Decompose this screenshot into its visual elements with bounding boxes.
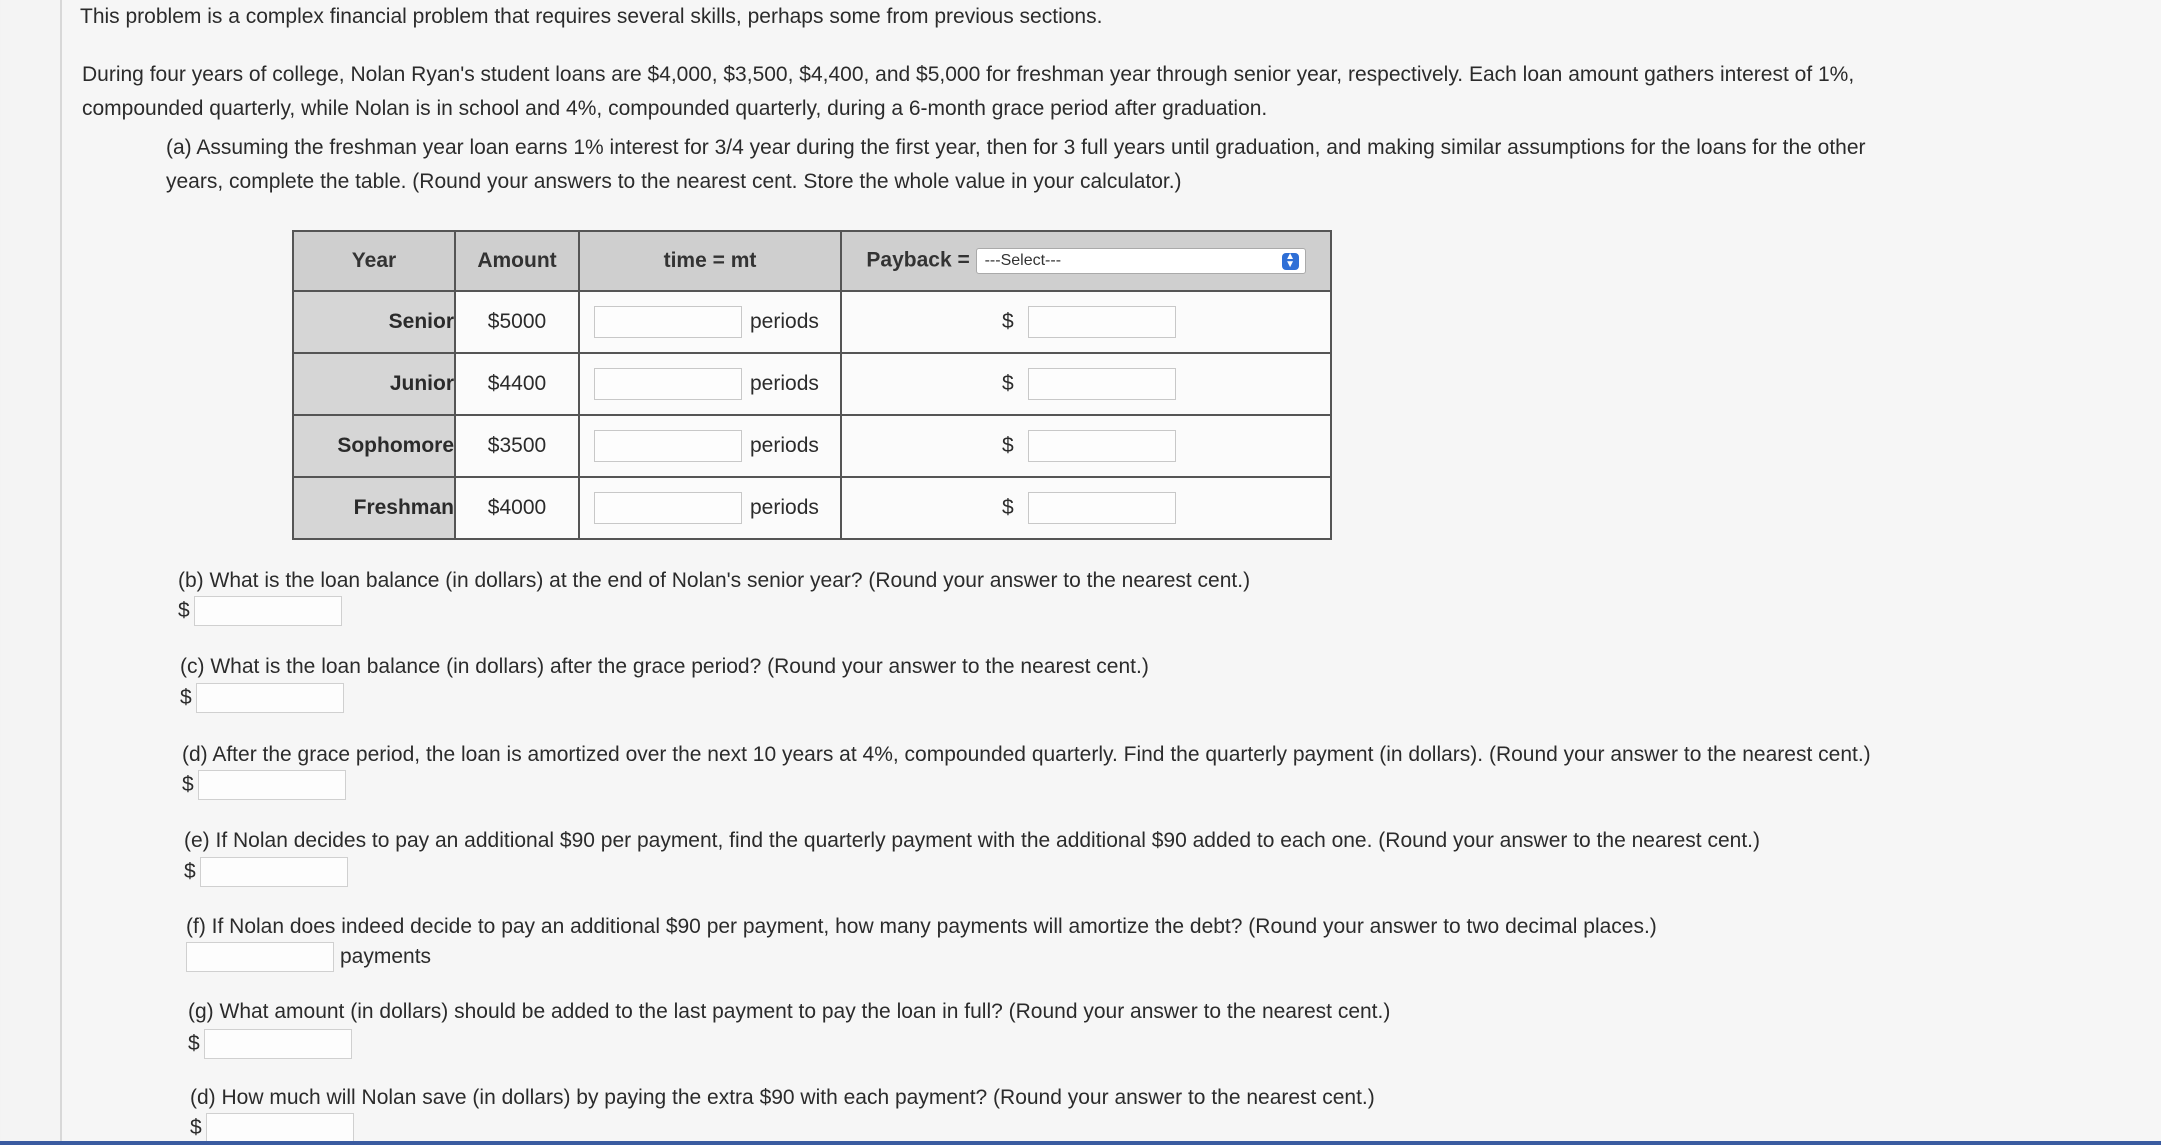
table-row [293,415,1331,477]
time-input-junior[interactable] [594,368,742,400]
dollar-sign: $ [1002,496,1014,519]
dollar-sign: $ [1002,434,1014,457]
problem-page [60,0,2161,1145]
dollar-sign: $ [1002,372,1014,395]
table-row [293,477,1331,539]
bottom-accent-bar [0,1141,2161,1145]
answer-d-input[interactable] [198,770,346,800]
table-row [293,291,1331,353]
dollar-sign: $ [182,773,194,796]
intro-text: This problem is a complex financial problem that requires several skills, perhaps some from previous sections. [80,5,1103,28]
answer-d-row [182,770,346,800]
answer-b-input[interactable] [194,596,342,626]
amount-cell: $5000 [455,291,579,353]
answer-b-row [178,596,342,626]
loan-table [292,230,1332,540]
dollar-sign: $ [190,1116,202,1139]
dollar-sign: $ [1002,310,1014,333]
periods-label: periods [750,434,819,457]
select-value: ---Select--- [984,252,1062,269]
header-amount: Amount [455,231,579,291]
payback-input-senior[interactable] [1028,306,1176,338]
answer-g-input[interactable] [204,1029,352,1059]
header-payback [841,231,1331,291]
question-savings: (d) How much will Nolan save (in dollars) by paying the extra $90 with each payment? (Round your answer to the nearest cent.) [190,1086,1375,1109]
payback-label: Payback = [866,248,970,272]
select-arrows-icon: ▲ ▼ [1282,253,1299,270]
time-input-senior[interactable] [594,306,742,338]
time-cell [579,477,841,539]
answer-g-row [188,1029,352,1059]
answer-savings-row [190,1113,354,1143]
dollar-sign: $ [188,1032,200,1055]
payback-input-sophomore[interactable] [1028,430,1176,462]
problem-paragraph-line2: compounded quarterly, while Nolan is in school and 4%, compounded quarterly, during a 6-month grace period after graduation. [82,97,1268,120]
dollar-sign: $ [184,860,196,883]
payback-input-junior[interactable] [1028,368,1176,400]
dollar-sign: $ [178,599,190,622]
header-year: Year [293,231,455,291]
payback-input-freshman[interactable] [1028,492,1176,524]
payments-label: payments [340,945,432,968]
answer-c-input[interactable] [196,683,344,713]
question-b: (b) What is the loan balance (in dollars) at the end of Nolan's senior year? (Round your answer to the nearest cent.) [178,569,1251,592]
answer-c-row [180,683,344,713]
payback-cell [841,291,1331,353]
answer-f-input[interactable] [186,942,334,972]
year-cell: Freshman [293,477,455,539]
question-f: (f) If Nolan does indeed decide to pay an additional $90 per payment, how many payments will amortize the debt? (Round your answer to two decimal places.) [186,915,1657,938]
time-cell [579,353,841,415]
time-input-sophomore[interactable] [594,430,742,462]
periods-label: periods [750,496,819,519]
question-d: (d) After the grace period, the loan is amortized over the next 10 years at 4%, compounded quarterly. Find the quarterly payment (in dollars). (Round your answer to the nearest cent.) [182,743,1871,766]
part-a-text-line2: years, complete the table. (Round your answers to the nearest cent. Store the whole value in your calculator.) [166,170,1182,193]
year-cell: Junior [293,353,455,415]
question-e: (e) If Nolan decides to pay an additional $90 per payment, find the quarterly payment with the additional $90 added to each one. (Round your answer to the nearest cent.) [184,829,1760,852]
year-cell: Sophomore [293,415,455,477]
answer-e-row [184,857,348,887]
payback-cell [841,415,1331,477]
answer-f-row [186,942,431,972]
header-time: time = mt [579,231,841,291]
time-cell [579,415,841,477]
amount-cell: $3500 [455,415,579,477]
payback-formula-select[interactable] [976,248,1306,274]
time-input-freshman[interactable] [594,492,742,524]
problem-paragraph-line1: During four years of college, Nolan Ryan's student loans are $4,000, $3,500, $4,400, and $5,000 for freshman year through senior year, respectively. Each loan amount gathers interest of 1%, [82,63,1855,86]
year-cell: Senior [293,291,455,353]
periods-label: periods [750,372,819,395]
payback-cell [841,353,1331,415]
amount-cell: $4000 [455,477,579,539]
question-g: (g) What amount (in dollars) should be added to the last payment to pay the loan in full? (Round your answer to the nearest cent.) [188,1000,1391,1023]
payback-cell [841,477,1331,539]
answer-savings-input[interactable] [206,1113,354,1143]
amount-cell: $4400 [455,353,579,415]
dollar-sign: $ [180,686,192,709]
time-cell [579,291,841,353]
periods-label: periods [750,310,819,333]
answer-e-input[interactable] [200,857,348,887]
question-c: (c) What is the loan balance (in dollars) after the grace period? (Round your answer to the nearest cent.) [180,655,1149,678]
table-header-row [293,231,1331,291]
part-a-text-line1: (a) Assuming the freshman year loan earns 1% interest for 3/4 year during the first year, then for 3 full years until graduation, and making similar assumptions for the loans for the other [166,136,1866,159]
table-row [293,353,1331,415]
